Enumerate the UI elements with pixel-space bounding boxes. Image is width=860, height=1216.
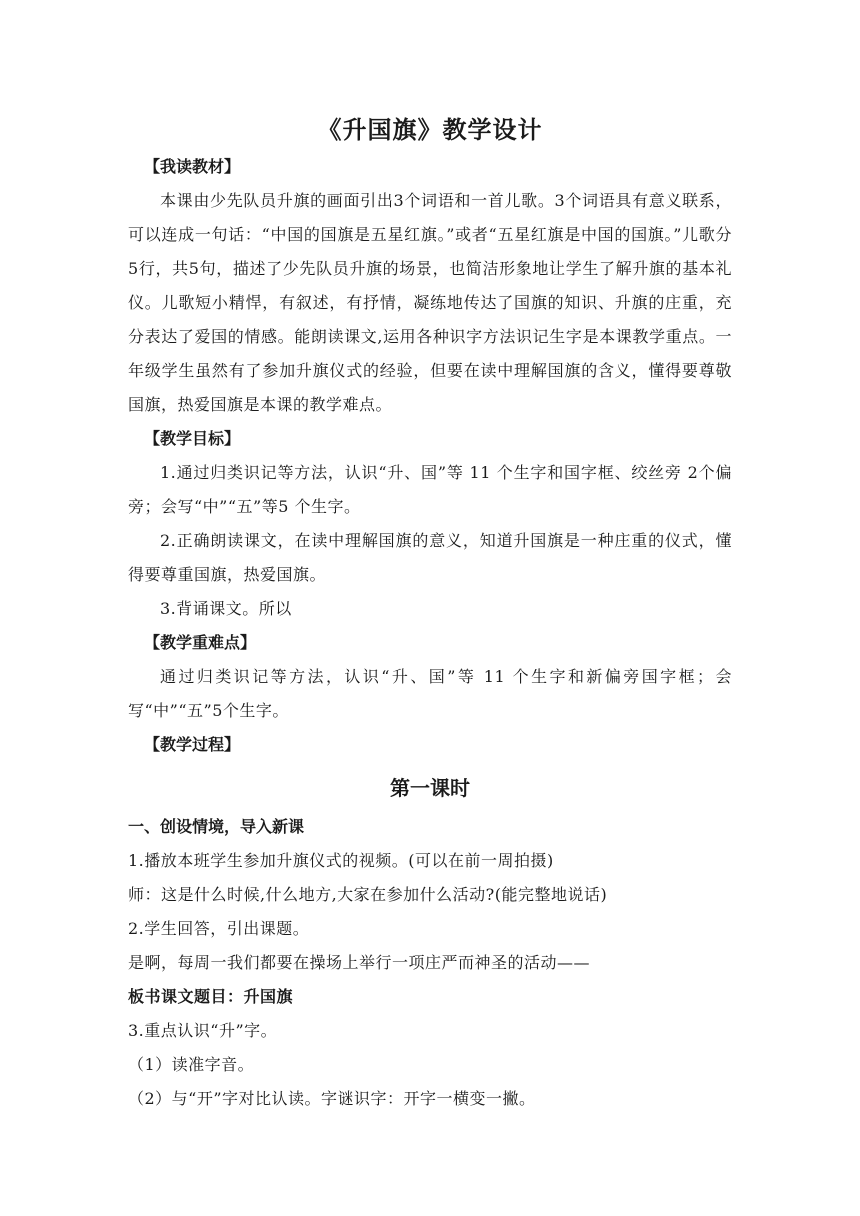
- board-title-line: 板书课文题目：升国旗: [128, 987, 294, 1006]
- section-heading-key-points: 【教学重难点】: [144, 633, 257, 652]
- process-line-2: 师：这是什么时候,什么地方,大家在参加什么活动?(能完整地说话): [128, 885, 608, 904]
- section-heading-process: 【教学过程】: [144, 735, 241, 754]
- goal-item-3: 3.背诵课文。所以: [160, 599, 292, 618]
- section-heading-reading: 【我读教材】: [144, 157, 241, 176]
- goal-item-2: 2.正确朗读课文，在读中理解国旗的意义，知道升国旗是一种庄重的仪式，懂得要尊重国旗，热爱国旗。: [128, 531, 732, 584]
- section-heading-goals: 【教学目标】: [144, 429, 241, 448]
- goal-item-1: 1.通过归类识记等方法，认识“升、国”等 11 个生字和国字框、绞丝旁 2个偏旁；会写“中”“五”等5 个生字。: [128, 463, 732, 516]
- process-line-4: 是啊，每周一我们都要在操场上举行一项庄严而神圣的活动——: [128, 953, 591, 972]
- process-line-1: 1.播放本班学生参加升旗仪式的视频。(可以在前一周拍摄): [128, 851, 554, 870]
- lesson-title: 第一课时: [390, 776, 470, 800]
- reading-paragraph: 本课由少先队员升旗的画面引出3个词语和一首儿歌。3个词语具有意义联系，可以连成一句话：“中国的国旗是五星红旗。”或者“五星红旗是中国的国旗。”儿歌分5行，共5句，描述了少先队员升旗的场景，也简洁形象地让学生了解升旗的基本礼仪。儿歌短小精悍，有叙述，有抒情，凝练地传达了国旗的知识、升旗的庄重，充分表达了爱国的情感。能朗读课文,运用各种识字方法识记生字是本课教学重点。一年级学生虽然有了参加升旗仪式的经验，但要在读中理解国旗的含义，懂得要尊敬国旗，热爱国旗是本课的教学难点。: [128, 191, 732, 414]
- document-title: 《升国旗》教学设计: [317, 116, 543, 144]
- part-heading: 一、创设情境，导入新课: [128, 817, 305, 836]
- sub-line-1: （1）读准字音。: [128, 1055, 255, 1074]
- process-line-3: 2.学生回答，引出课题。: [128, 919, 310, 938]
- key-points-paragraph: 通过归类识记等方法，认识“升、国”等 11 个生字和新偏旁国字框；会写“中”“五”5个生字。: [128, 667, 732, 720]
- sub-line-2: （2）与“开”字对比认读。字谜识字：开字一横变一撇。: [128, 1089, 536, 1108]
- document-content: [128, 110, 732, 1116]
- process-line-5: 3.重点认识“升”字。: [128, 1021, 278, 1040]
